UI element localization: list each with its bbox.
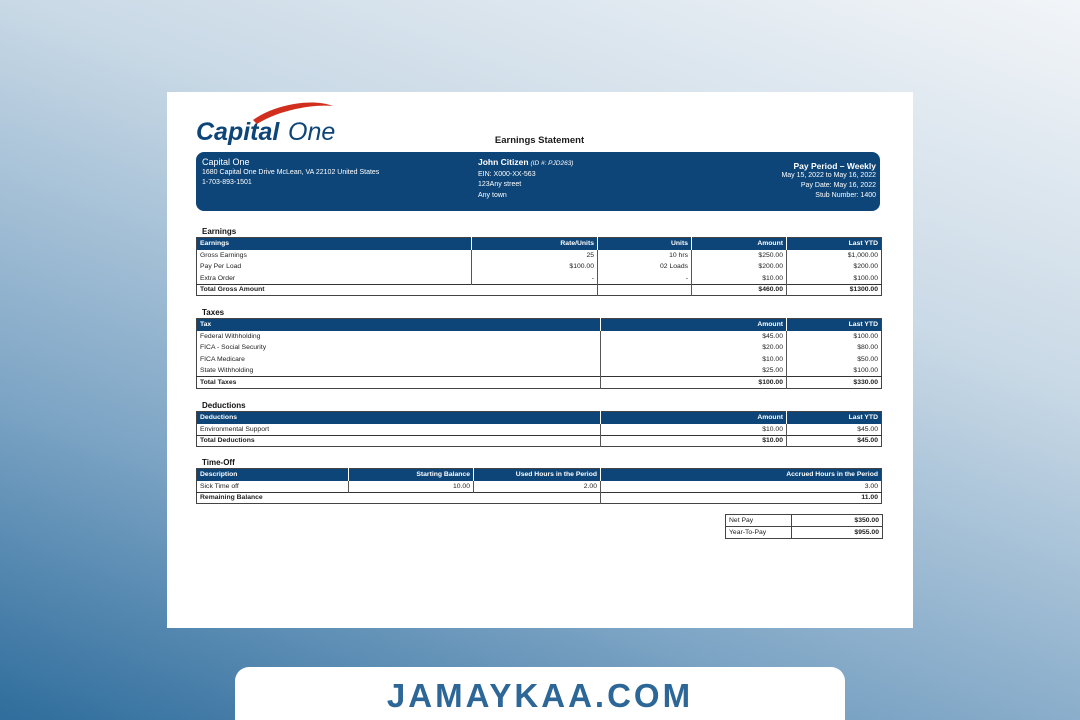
company-phone: 1-703-893-1501 [202,179,252,186]
earnings-header-row [197,238,882,250]
earnings-section [196,226,881,296]
employee-info [478,157,573,201]
total-ytd: $45.00 [787,435,882,447]
table-cell [472,284,598,296]
year-to-pay-row [726,527,883,539]
table-cell: $20.00 [601,342,787,354]
taxes-header-row [197,319,882,331]
document-title: Earnings Statement [494,135,585,146]
net-pay-row [726,515,883,527]
remaining-balance-value: 11.00 [601,492,882,504]
total-label: Total Taxes [197,377,601,389]
year-to-pay-label: Year-To-Pay [726,527,792,539]
employee-town: Any town [478,191,507,199]
total-amount: $100.00 [601,377,787,389]
deductions-section-title: Deductions [202,401,246,410]
table-row [197,261,882,273]
col-header: Last YTD [787,238,882,250]
pay-period-label: Pay Period – Weekly [793,161,876,171]
total-label: Total Gross Amount [197,284,472,296]
col-header: Amount [601,319,787,331]
table-row [197,424,882,436]
total-ytd: $330.00 [787,377,882,389]
table-cell: $100.00 [472,261,598,273]
table-row [197,342,882,354]
earnings-section-title: Earnings [202,227,237,236]
pay-period-info [781,161,876,201]
employee-name: John Citizen [478,157,529,167]
col-header: Used Hours in the Period [474,469,601,481]
table-cell: Sick Time off [200,482,239,490]
table-row [197,331,882,343]
table-cell: $1,000.00 [787,250,882,262]
table-cell: Environmental Support [200,425,270,433]
footer-site-name: JAMAYKAA.COM [386,677,694,714]
timeoff-section-title: Time-Off [202,458,235,467]
earnings-table [196,237,882,296]
taxes-table [196,318,882,389]
table-cell: $200.00 [692,261,787,273]
col-header: Description [197,469,349,481]
earnings-statement-document [167,92,913,628]
table-cell: $10.00 [601,424,787,436]
table-cell: 10.00 [349,481,474,493]
total-amount: $10.00 [601,435,787,447]
table-cell: - [472,273,598,285]
remaining-balance-row [197,492,882,504]
taxes-section [196,307,881,389]
deductions-table [196,411,882,447]
table-cell: - [598,273,692,285]
col-header: Amount [601,412,787,424]
col-header: Deductions [197,412,601,424]
employee-street: 123Any street [478,181,522,188]
stub-number: Stub Number: 1400 [815,192,876,199]
table-row [197,365,882,377]
table-cell: 3.00 [601,481,882,493]
col-header: Starting Balance [349,469,474,481]
table-row [197,481,882,493]
taxes-section-title: Taxes [202,308,225,317]
table-cell: $10.00 [692,273,787,285]
col-header: Rate/Units [472,238,598,250]
table-cell: Gross Earnings [200,251,247,259]
table-cell: $80.00 [787,342,882,354]
net-pay-label: Net Pay [726,515,792,527]
total-row [197,377,882,389]
total-ytd: $1300.00 [787,284,882,296]
table-row [197,354,882,366]
table-cell: $25.00 [601,365,787,377]
table-cell: $100.00 [787,365,882,377]
table-cell: Federal Withholding [200,332,261,340]
pay-date: Pay Date: May 16, 2022 [800,182,876,189]
col-header: Tax [197,319,601,331]
pay-summary-table [725,514,883,539]
header-banner [196,152,880,211]
table-cell: $45.00 [787,424,882,436]
total-amount: $460.00 [692,284,787,296]
table-cell: $250.00 [692,250,787,262]
company-info [202,157,379,189]
logo-text-one: One [288,118,336,146]
table-cell: $10.00 [601,354,787,366]
employee-ein: EIN: X000-XX-563 [478,170,536,178]
total-row [197,435,882,447]
pay-summary [725,514,882,539]
employee-id: (ID #: PJD263) [530,160,574,167]
footer-banner [235,667,845,720]
timeoff-header-row [197,469,882,481]
table-cell: $200.00 [787,261,882,273]
capital-one-logo [195,100,345,152]
net-pay-value: $350.00 [792,515,883,527]
table-cell: $45.00 [601,331,787,343]
col-header: Last YTD [787,412,882,424]
remaining-balance-label: Remaining Balance [197,492,601,504]
table-cell: 2.00 [474,481,601,493]
table-row [197,250,882,262]
table-cell: $100.00 [787,331,882,343]
table-cell: $100.00 [787,273,882,285]
table-cell: FICA - Social Security [200,344,267,352]
table-cell: Pay Per Load [200,263,242,271]
table-cell: 10 hrs [598,250,692,262]
table-cell: 25 [472,250,598,262]
table-cell: 02 Loads [598,261,692,273]
deductions-header-row [197,412,882,424]
timeoff-table [196,468,882,504]
table-cell: $50.00 [787,354,882,366]
table-cell [598,284,692,296]
total-row [197,284,882,296]
pay-period-range: May 15, 2022 to May 16, 2022 [781,172,876,179]
col-header: Accrued Hours in the Period [601,469,882,481]
logo-text-capital: Capital [196,118,280,146]
col-header: Units [598,238,692,250]
table-cell: FICA Medicare [200,355,245,363]
deductions-section [196,400,881,447]
year-to-pay-value: $955.00 [792,527,883,539]
col-header: Last YTD [787,319,882,331]
table-row [197,273,882,285]
table-cell: Extra Order [200,274,236,282]
col-header: Earnings [197,238,472,250]
total-label: Total Deductions [197,435,601,447]
company-name: Capital One [202,157,250,167]
col-header: Amount [692,238,787,250]
company-address: 1680 Capital One Drive McLean, VA 22102 United States [202,168,380,176]
timeoff-section [196,457,881,504]
table-cell: State Withholding [200,367,254,374]
